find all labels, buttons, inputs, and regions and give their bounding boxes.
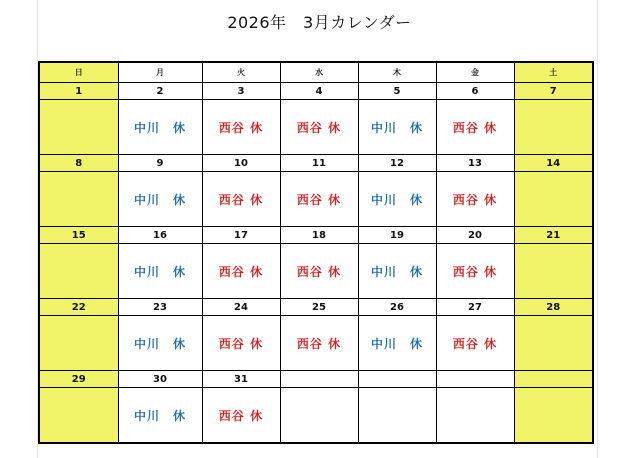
nakagawa-off-label: 中川 休 [370,264,423,279]
date-cell-thursday: 26 [358,299,436,316]
week-3-entry-row [39,244,593,299]
date-cell-sunday: 15 [39,227,118,244]
date-cell-monday: 23 [118,299,202,316]
weekday-sunday: 日 [39,62,118,83]
nishitani-off-label: 西谷 休 [452,336,498,351]
date-cell-monday: 30 [118,371,202,388]
date-cell-wednesday [280,371,358,388]
date-cell-thursday: 12 [358,155,436,172]
date-cell-tuesday: 10 [202,155,280,172]
schedule-cell-friday [436,388,514,444]
nakagawa-off-label: 中川 休 [370,192,423,207]
schedule-cell-tuesday [202,172,280,227]
nakagawa-off-label: 中川 休 [370,336,423,351]
schedule-cell-tuesday [202,316,280,371]
date-cell-sunday: 1 [39,83,118,100]
nishitani-off-label: 西谷 休 [296,264,342,279]
schedule-cell-monday [118,316,202,371]
nishitani-off-label: 西谷 休 [218,264,264,279]
schedule-cell-saturday [514,388,593,444]
nakagawa-off-label: 中川 休 [133,264,186,279]
week-5-date-row [39,371,593,388]
week-4-date-row [39,299,593,316]
weekday-header-row [39,62,593,83]
nakagawa-off-label: 中川 休 [133,336,186,351]
schedule-cell-monday [118,388,202,444]
schedule-cell-thursday [358,100,436,155]
nishitani-off-label: 西谷 休 [452,192,498,207]
schedule-cell-sunday [39,316,118,371]
sheet-gridline-right [597,0,598,458]
weekday-friday: 金 [436,62,514,83]
schedule-cell-friday [436,316,514,371]
schedule-cell-tuesday [202,244,280,299]
nakagawa-off-label: 中川 休 [133,120,186,135]
week-2-date-row [39,155,593,172]
schedule-cell-tuesday [202,388,280,444]
date-cell-saturday: 21 [514,227,593,244]
date-cell-wednesday: 11 [280,155,358,172]
date-cell-tuesday: 3 [202,83,280,100]
date-cell-friday: 13 [436,155,514,172]
schedule-cell-thursday [358,316,436,371]
week-4-entry-row [39,316,593,371]
date-cell-tuesday: 17 [202,227,280,244]
nishitani-off-label: 西谷 休 [218,192,264,207]
schedule-cell-saturday [514,316,593,371]
nishitani-off-label: 西谷 休 [218,336,264,351]
schedule-cell-wednesday [280,100,358,155]
date-cell-wednesday: 25 [280,299,358,316]
nishitani-off-label: 西谷 休 [218,408,264,423]
nishitani-off-label: 西谷 休 [452,120,498,135]
nakagawa-off-label: 中川 休 [370,120,423,135]
week-2-entry-row [39,172,593,227]
schedule-cell-monday [118,100,202,155]
date-cell-sunday: 8 [39,155,118,172]
week-3-date-row [39,227,593,244]
date-cell-saturday: 14 [514,155,593,172]
schedule-cell-thursday [358,172,436,227]
nishitani-off-label: 西谷 休 [296,192,342,207]
schedule-cell-wednesday [280,316,358,371]
date-cell-monday: 9 [118,155,202,172]
date-cell-sunday: 22 [39,299,118,316]
schedule-cell-tuesday [202,100,280,155]
schedule-cell-saturday [514,100,593,155]
date-cell-wednesday: 18 [280,227,358,244]
schedule-cell-friday [436,244,514,299]
nishitani-off-label: 西谷 休 [296,120,342,135]
schedule-cell-thursday [358,388,436,444]
schedule-cell-saturday [514,172,593,227]
calendar-table [38,61,594,444]
date-cell-friday: 6 [436,83,514,100]
calendar-title: 2026年 3月カレンダー [227,13,412,32]
weekday-monday: 月 [118,62,202,83]
schedule-cell-friday [436,100,514,155]
date-cell-thursday: 5 [358,83,436,100]
date-cell-monday: 2 [118,83,202,100]
weekday-thursday: 木 [358,62,436,83]
nishitani-off-label: 西谷 休 [452,264,498,279]
schedule-cell-thursday [358,244,436,299]
nakagawa-off-label: 中川 休 [133,408,186,423]
date-cell-tuesday: 24 [202,299,280,316]
nishitani-off-label: 西谷 休 [218,120,264,135]
schedule-cell-monday [118,172,202,227]
date-cell-saturday [514,371,593,388]
schedule-cell-wednesday [280,244,358,299]
schedule-cell-monday [118,244,202,299]
schedule-cell-friday [436,172,514,227]
week-5-entry-row [39,388,593,444]
schedule-cell-sunday [39,388,118,444]
nakagawa-off-label: 中川 休 [133,192,186,207]
schedule-cell-sunday [39,244,118,299]
date-cell-saturday: 28 [514,299,593,316]
weekday-wednesday: 水 [280,62,358,83]
date-cell-saturday: 7 [514,83,593,100]
date-cell-thursday [358,371,436,388]
nishitani-off-label: 西谷 休 [296,336,342,351]
date-cell-wednesday: 4 [280,83,358,100]
weekday-tuesday: 火 [202,62,280,83]
weekday-saturday: 土 [514,62,593,83]
schedule-cell-wednesday [280,388,358,444]
date-cell-thursday: 19 [358,227,436,244]
schedule-cell-saturday [514,244,593,299]
date-cell-sunday: 29 [39,371,118,388]
date-cell-tuesday: 31 [202,371,280,388]
date-cell-monday: 16 [118,227,202,244]
date-cell-friday: 20 [436,227,514,244]
week-1-entry-row [39,100,593,155]
schedule-cell-wednesday [280,172,358,227]
schedule-cell-sunday [39,100,118,155]
schedule-cell-sunday [39,172,118,227]
week-1-date-row [39,83,593,100]
date-cell-friday [436,371,514,388]
date-cell-friday: 27 [436,299,514,316]
